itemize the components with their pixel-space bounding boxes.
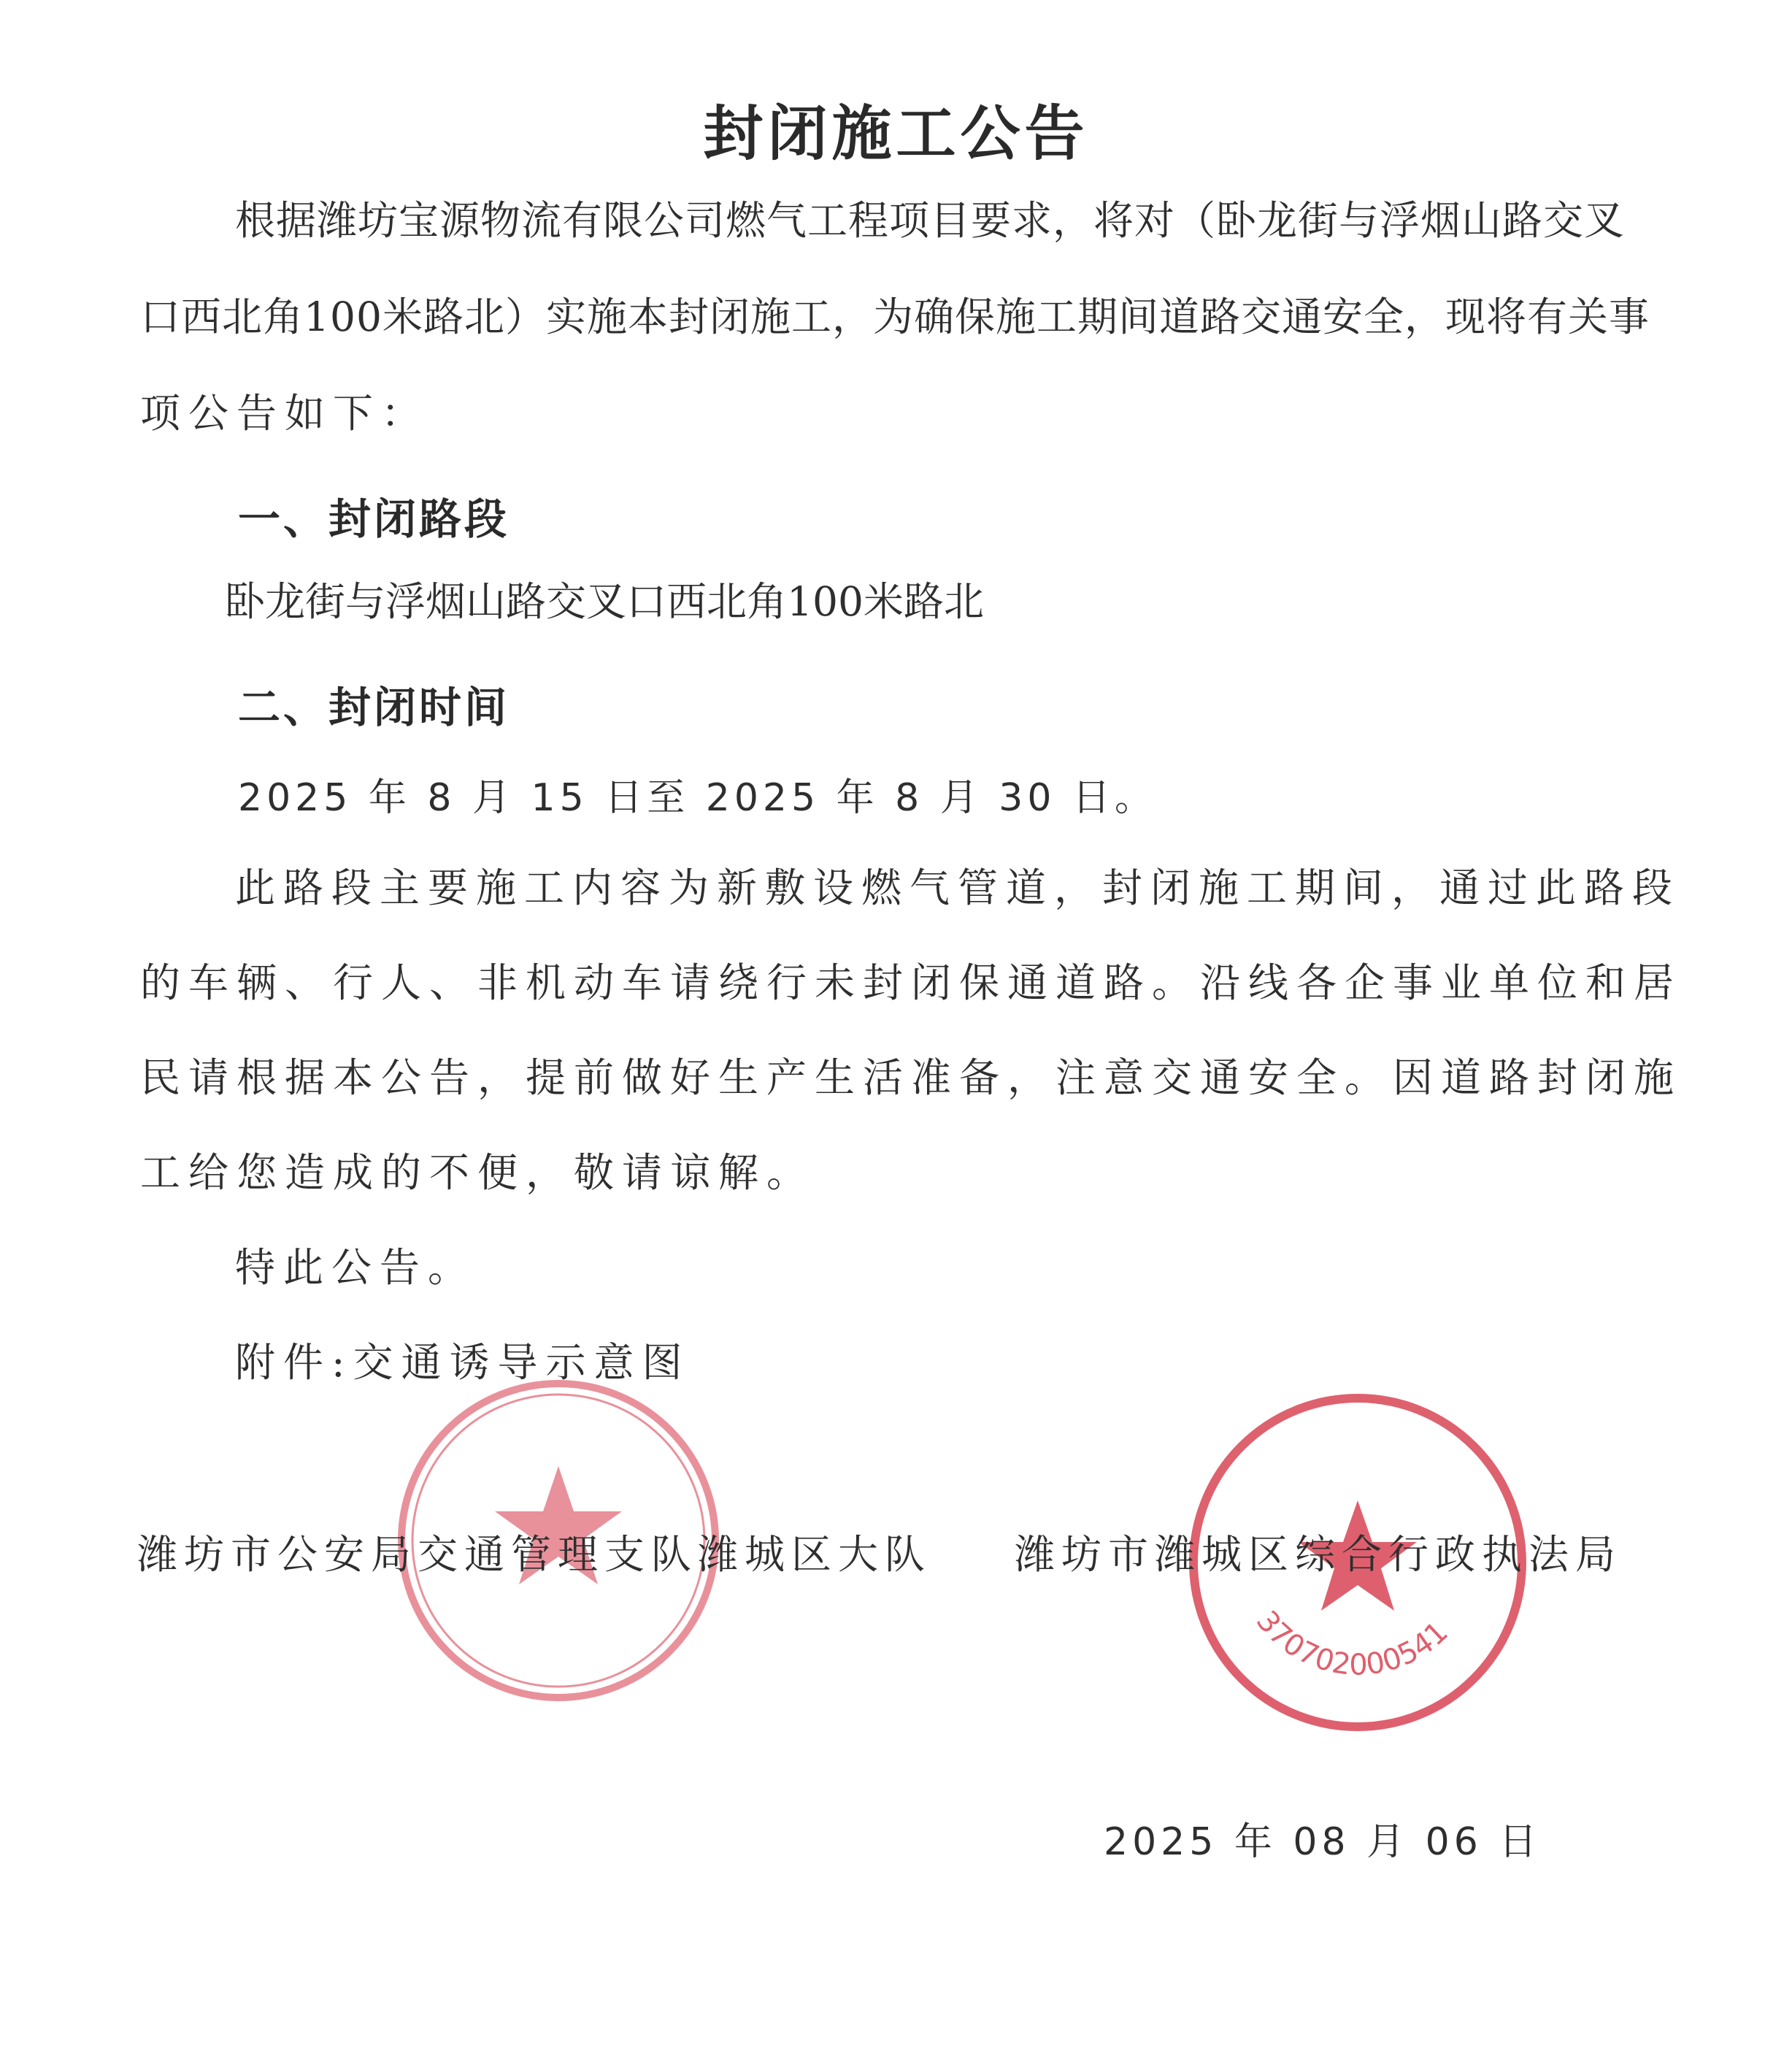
right-seal-number: 370702000541 — [1249, 1604, 1455, 1682]
section-1-content: 卧龙街与浮烟山路交叉口西北角100米路北 — [225, 578, 984, 625]
intro-line-3: 项公告如下： — [140, 390, 430, 437]
intro-line-1: 根据潍坊宝源物流有限公司燃气工程项目要求，将对（卧龙街与浮烟山路交叉 — [235, 197, 1626, 244]
intro-line-2: 口西北角100米路北）实施本封闭施工，为确保施工期间道路交通安全，现将有关事 — [140, 294, 1650, 340]
closing-text: 特此公告。 — [235, 1244, 477, 1291]
svg-text:370702000541 — [1250, 1605, 1455, 1682]
details-line-2: 的车辆、行人、非机动车请绕行未封闭保通道路。沿线各企事业单位和居 — [140, 959, 1683, 1006]
details-line-3: 民请根据本公告，提前做好生产生活准备，注意交通安全。因道路封闭施 — [140, 1054, 1683, 1101]
signatory-left: 潍坊市公安局交通管理支队潍城区大队 — [137, 1531, 932, 1578]
notice-title: 封闭施工公告 — [703, 99, 1089, 169]
issue-date: 2025 年 08 月 06 日 — [1104, 1820, 1542, 1864]
section-1-heading: 一、封闭路段 — [238, 494, 510, 544]
signatory-right: 潍坊市潍城区综合行政执法局 — [1015, 1531, 1623, 1578]
section-2-content: 2025 年 8 月 15 日至 2025 年 8 月 30 日。 — [238, 776, 1157, 820]
details-line-1: 此路段主要施工内容为新敷设燃气管道，封闭施工期间，通过此路段 — [235, 864, 1681, 911]
section-2-heading: 二、封闭时间 — [238, 683, 510, 732]
details-line-4: 工给您造成的不便，敬请谅解。 — [140, 1149, 815, 1196]
attachment-text: 附件:交通诱导示意图 — [235, 1339, 691, 1386]
